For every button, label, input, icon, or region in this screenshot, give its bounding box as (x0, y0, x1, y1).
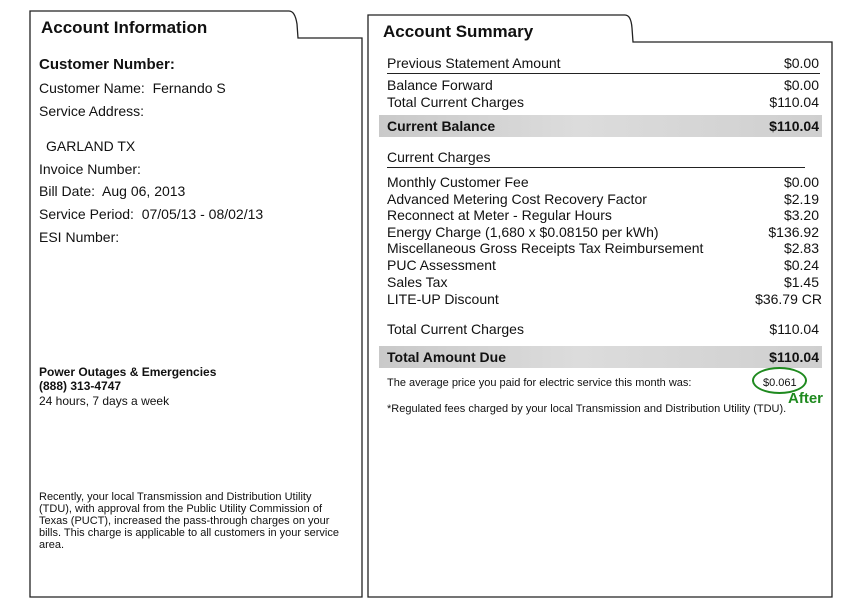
row-label: Total Amount Due (387, 349, 506, 365)
esi-number-label: ESI Number: (39, 229, 120, 245)
row-amount: $110.04 (769, 118, 819, 134)
charge-label: Reconnect at Meter - Regular Hours (387, 207, 612, 223)
outage-phone: (888) 313-4747 (39, 379, 122, 393)
divider (387, 73, 820, 74)
tdu-notice: Recently, your local Transmission and Distribution Utility (TDU), with approval from the Public Utility Commission of Texas (PUCT), increased the pass-through charges on your bills. This charge is applicable to all customers in your service area. (39, 491, 339, 551)
row-label: Total Current Charges (387, 94, 524, 110)
charge-row (387, 224, 819, 241)
average-price-text: The average price you paid for electric service this month was: (387, 377, 692, 389)
charge-label: Advanced Metering Cost Recovery Factor (387, 191, 647, 207)
charge-amount: $36.79 CR (755, 291, 822, 307)
customer-name-row (39, 80, 226, 96)
charge-row (387, 191, 819, 208)
charge-label: Monthly Customer Fee (387, 174, 529, 190)
charge-row (387, 207, 819, 224)
service-city: GARLAND TX (46, 138, 136, 154)
charge-amount: $0.00 (783, 174, 819, 190)
customer-number-label: Customer Number: (39, 56, 175, 73)
service-period-row (39, 206, 263, 222)
bill-date-row (39, 183, 185, 199)
charge-label: Miscellaneous Gross Receipts Tax Reimbursement (387, 240, 704, 256)
bill-date-value: Aug 06, 2013 (102, 183, 186, 199)
divider (387, 167, 805, 168)
charge-label: Energy Charge (1,680 x $0.08150 per kWh) (387, 224, 659, 240)
row-label: Total Current Charges (387, 321, 524, 337)
charge-amount: $3.20 (783, 207, 819, 223)
charge-row (387, 240, 819, 257)
service-period-label: Service Period: (39, 206, 134, 222)
current-balance-row (387, 118, 819, 135)
row-amount: $110.04 (769, 94, 819, 110)
charge-amount: $1.45 (783, 274, 819, 290)
charge-row (387, 257, 819, 274)
charge-amount: $2.83 (783, 240, 819, 256)
row-amount: $110.04 (769, 321, 819, 337)
bill-date-label: Bill Date: (39, 183, 96, 199)
current-charges-heading: Current Charges (387, 149, 491, 165)
invoice-number-label: Invoice Number: (39, 161, 141, 177)
account-summary-title: Account Summary (383, 22, 534, 41)
outage-title: Power Outages & Emergencies (39, 365, 217, 379)
average-price-value: $0.061 (763, 377, 797, 389)
charge-label: LITE-UP Discount (387, 291, 499, 307)
row-amount: $110.04 (769, 349, 819, 365)
customer-name-label: Customer Name: (39, 80, 145, 96)
charge-row (387, 291, 822, 308)
service-address-label: Service Address: (39, 103, 145, 119)
charge-label: Sales Tax (387, 274, 448, 290)
total-current-charges-row (387, 321, 819, 338)
total-amount-due-row (387, 349, 819, 366)
total-current-charges-top-row (387, 94, 819, 111)
row-amount: $0.00 (783, 77, 819, 93)
after-annotation: After (788, 390, 824, 407)
balance-forward-row (387, 77, 819, 94)
tdu-footnote: *Regulated fees charged by your local Transmission and Distribution Utility (TDU). (387, 403, 787, 415)
row-label: Current Balance (387, 118, 496, 134)
account-information-title: Account Information (41, 18, 208, 37)
previous-statement-row (387, 55, 819, 72)
charge-row (387, 174, 819, 191)
charge-row (387, 274, 819, 291)
customer-name-value: Fernando S (152, 80, 226, 96)
charge-amount: $2.19 (783, 191, 819, 207)
row-label: Previous Statement Amount (387, 55, 561, 71)
service-period-value: 07/05/13 - 08/02/13 (141, 206, 264, 222)
charge-label: PUC Assessment (387, 257, 496, 273)
current-charges-heading-row (387, 149, 819, 166)
row-label: Balance Forward (387, 77, 493, 93)
charge-amount: $0.24 (783, 257, 819, 273)
outage-hours: 24 hours, 7 days a week (39, 394, 170, 408)
charge-amount: $136.92 (768, 224, 819, 240)
row-amount: $0.00 (783, 55, 819, 71)
